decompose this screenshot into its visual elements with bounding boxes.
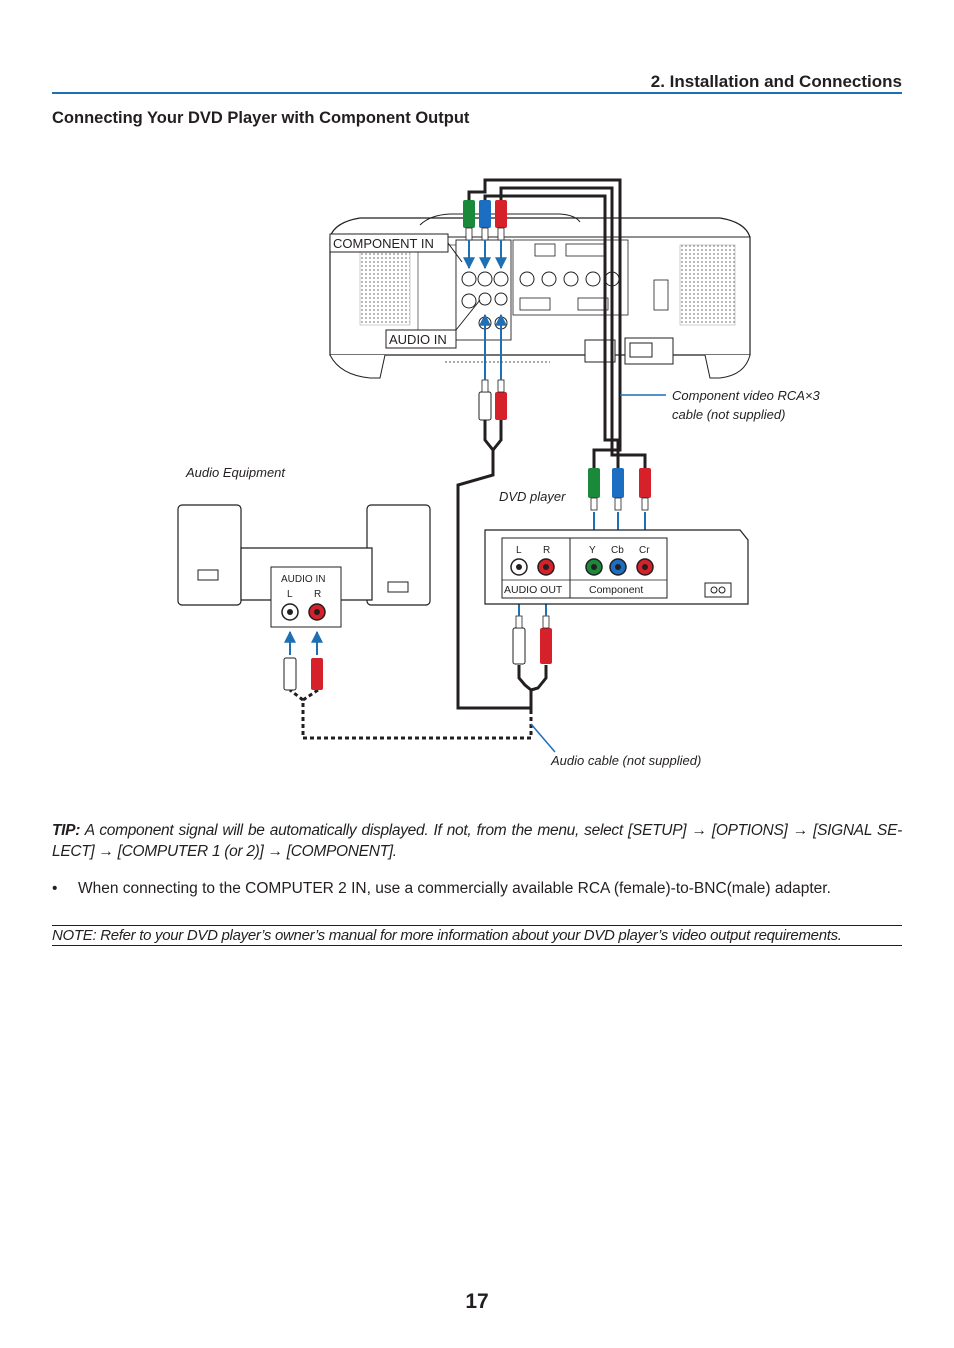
component-in-label: COMPONENT IN [333,236,434,251]
dvd-port-l: L [516,545,522,556]
audio-cable-callout: Audio cable (not supplied) [551,753,702,768]
dvd-port-y: Y [589,545,596,556]
audio-equipment-label: Audio Equipment [186,465,286,480]
dvd-player-label: DVD player [499,489,566,504]
tip-label: TIP: [52,822,81,839]
tip-text: A component signal will be automatically displayed. If not, from the menu, select [SETUP] → [OPTIONS] → [SIGNAL SE-LECT] → [COMPUTER 1 (or 2)] → [COMPONENT]. [52,822,902,860]
page-heading: Connecting Your DVD Player with Component Output [52,109,470,127]
page-number: 17 [465,1290,489,1313]
bullet-item [52,880,902,898]
component-cable-callout-2: cable (not supplied) [672,407,786,422]
dvd-player [485,530,748,604]
dvd-audio-out: AUDIO OUT [504,584,563,596]
note-text: NOTE: Refer to your DVD player’s owner’s manual for more information about your DVD player’s video output requirements. [52,927,842,944]
audio-device-audio-in: AUDIO IN [281,574,326,585]
audio-device-r: R [314,589,322,600]
dvd-port-r: R [543,545,551,556]
dvd-port-cr: Cr [639,545,650,556]
section-header: 2. Installation and Connections [650,72,902,91]
dvd-port-cb: Cb [611,545,624,556]
bullet-text: When connecting to the COMPUTER 2 IN, use a commercially available RCA (female)-to-BNC(male) adapter. [78,880,831,897]
tip-paragraph [52,820,902,862]
audio-in-label: AUDIO IN [389,332,447,347]
audio-equipment [178,505,430,627]
dvd-component: Component [589,584,644,596]
note-rule-top [52,925,902,926]
component-cable-callout-1: Component video RCA×3 [672,388,820,403]
bullet-dot: • [52,880,58,897]
audio-device-l: L [287,589,293,600]
note-rule-bottom [52,945,902,946]
